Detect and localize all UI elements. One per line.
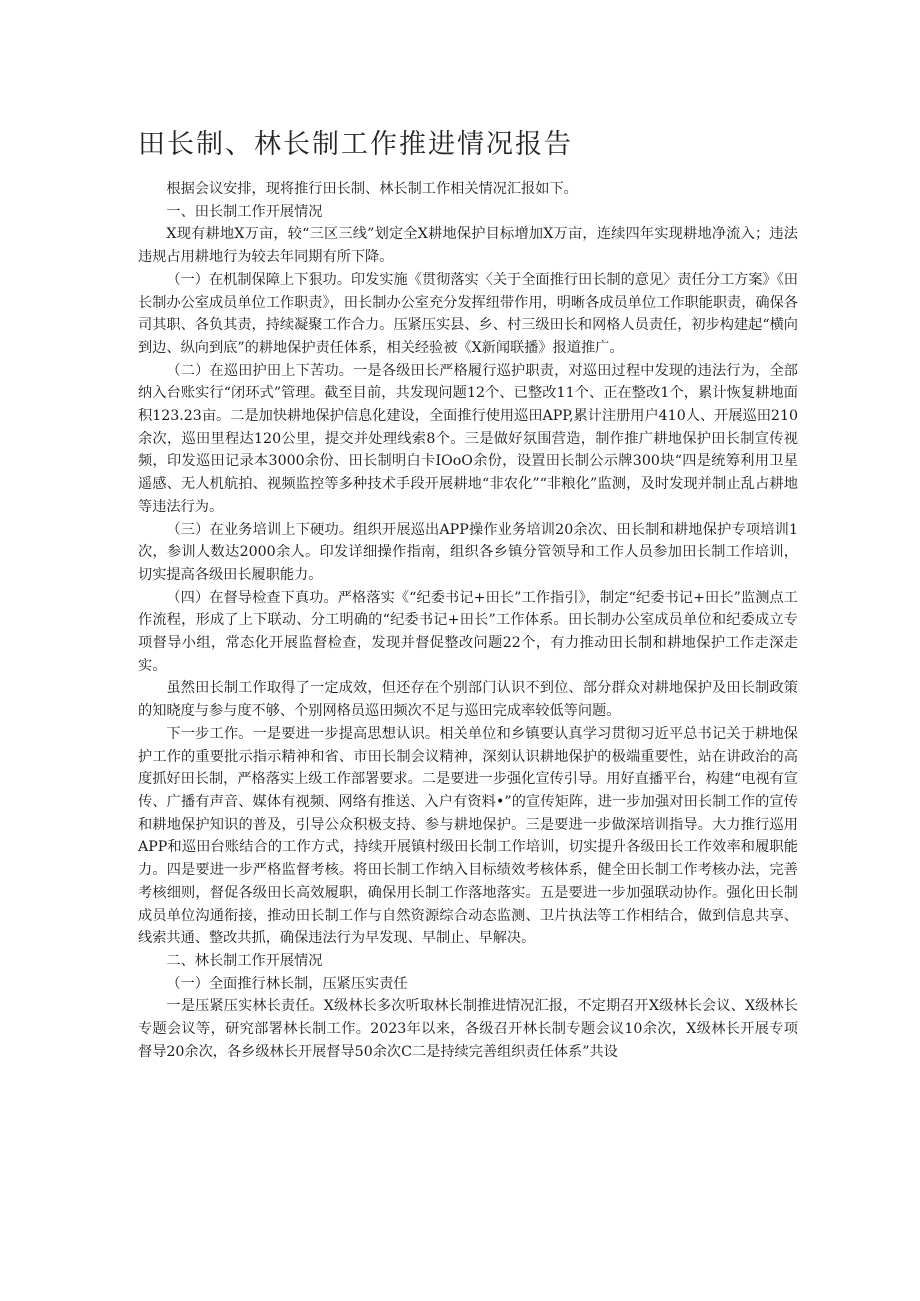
- section-heading-linzhangzhi: 二、林长制工作开展情况: [166, 952, 323, 969]
- paragraph-forest-responsibility: 一是压紧压实林长责任。X级林长多次听取林长制推进情况汇报，不定期召开X级林长会议、X级林长专题会议等，研究部署林长制工作。2023年以来，各级召开林长制专题会议10余次，X级林长开展专项督导20余次，各乡级林长开展督导50余次C二是持续完善组织责任体系”共设: [138, 998, 798, 1060]
- paragraph-next-steps: 下一步工作。一是要进一步提高思想认识。相关单位和乡镇要认真学习贯彻习近平总书记关于耕地保护工作的重要批示指示精神和省、市田长制会议精神，深刻认识耕地保护的极端重要性，站在讲政治的高度抓好田长制，严格落实上级工作部署要求。二是要进一步强化宣传引导。用好直播平台，构建“电视有宣传、广播有声音、媒体有视频、网络有推送、入户有资料•”的宣传矩阵，进一步加强对田长制工作的宣传和耕地保护知识的普及，引导公众积极支持、参与耕地保护。三是要进一步做深培训指导。大力推行巡用APP和巡田台账结合的工作方式，持续开展镇村级田长制工作培训，切实提升各级田长工作效率和履职能力。四是要进一步严格监督考核。将田长制工作纳入目标绩效考核体系，健全田长制工作考核办法，完善考核细则，督促各级田长高效履职，确保用长制工作落地落实。五是要进一步加强联动协作。强化田长制成员单位沟通衔接，推动田长制工作与自然资源综合动态监测、卫片执法等工作相结合，做到信息共享、线索共通、整改共抓，确保违法行为早发现、早制止、早解决。: [138, 725, 798, 947]
- paragraph-patrol: （二）在巡田护田上下苦功。一是各级田长严格履行巡护职责，对巡田过程中发现的违法行为，全部纳入台账实行“闭环式”管理。截至目前，共发现问题12个、已整改11个、正在整改1个，累计恢复耕地面积123.23亩。二是加快耕地保护信息化建设，全面推行使用巡田APP,累计注册用户410人、开展巡田210余次，巡田里程达120公里，提交并处理线索8个。三是做好氛围营造，制作推广耕地保护田长制宣传视频，印发巡田记录本3000余份、田长制明白卡IOoO余份，设置田长制公示牌300块“四是统筹利用卫星遥感、无人机航拍、视频监控等多种技术手段开展耕地“非农化”“非粮化”监测，及时发现并制止乱占耕地等违法行为。: [138, 362, 798, 515]
- paragraph-overview: X现有耕地X万亩，较“三区三线”划定全X耕地保护目标增加X万亩，连续四年实现耕地净流入；违法违规占用耕地行为较去年同期有所下降。: [138, 226, 798, 266]
- paragraph-intro: 根据会议安排，现将推行田长制、林长制工作相关情况汇报如下。: [166, 181, 578, 197]
- subsection-heading-forest: （一）全面推行林长制，压紧压实责任: [166, 975, 408, 992]
- document-title: 田长制、林长制工作推进情况报告: [138, 129, 573, 160]
- document-body: [138, 178, 798, 1063]
- paragraph-supervision: （四）在督导检查下真功。严格落实《“纪委书记+田长”工作指引》，制定“纪委书记+田长”监测点工作流程，形成了上下联动、分工明确的“纪委书记+田长”工作体系。田长制办公室成员单位和纪委成立专项督导小组，常态化开展监督检查，发现并督促整改问题22个，有力推动田长制和耕地保护工作走深走实。: [138, 589, 798, 674]
- paragraph-training: （三）在业务培训上下硬功。组织开展巡出APP操作业务培训20余次、田长制和耕地保护专项培训1次，参训人数达2000余人。印发详细操作指南，组织各乡镇分管领导和工作人员参加田长制工作培训，切实提高各级田长履职能力。: [138, 521, 798, 583]
- paragraph-problems: 虽然田长制工作取得了一定成效，但还存在个别部门认识不到位、部分群众对耕地保护及田长制政策的知晓度与参与度不够、个别网格员巡田频次不足与巡田完成率较低等问题。: [138, 680, 798, 720]
- section-heading-tianzhangzhi: 一、田长制工作开展情况: [166, 203, 323, 220]
- paragraph-mechanism: （一）在机制保障上下狠功。印发实施《贯彻落实〈关于全面推行田长制的意见〉责任分工方案》《田长制办公室成员单位工作职责》，田长制办公室充分发挥纽带作用，明晰各成员单位工作职能职责，确保各司其职、各负其责，持续凝聚工作合力。压紧压实县、乡、村三级田长和网格人员责任，初步构建起“横向到边、纵向到底”的耕地保护责任体系，相关经验被《X新闻联播》报道推广。: [138, 271, 798, 356]
